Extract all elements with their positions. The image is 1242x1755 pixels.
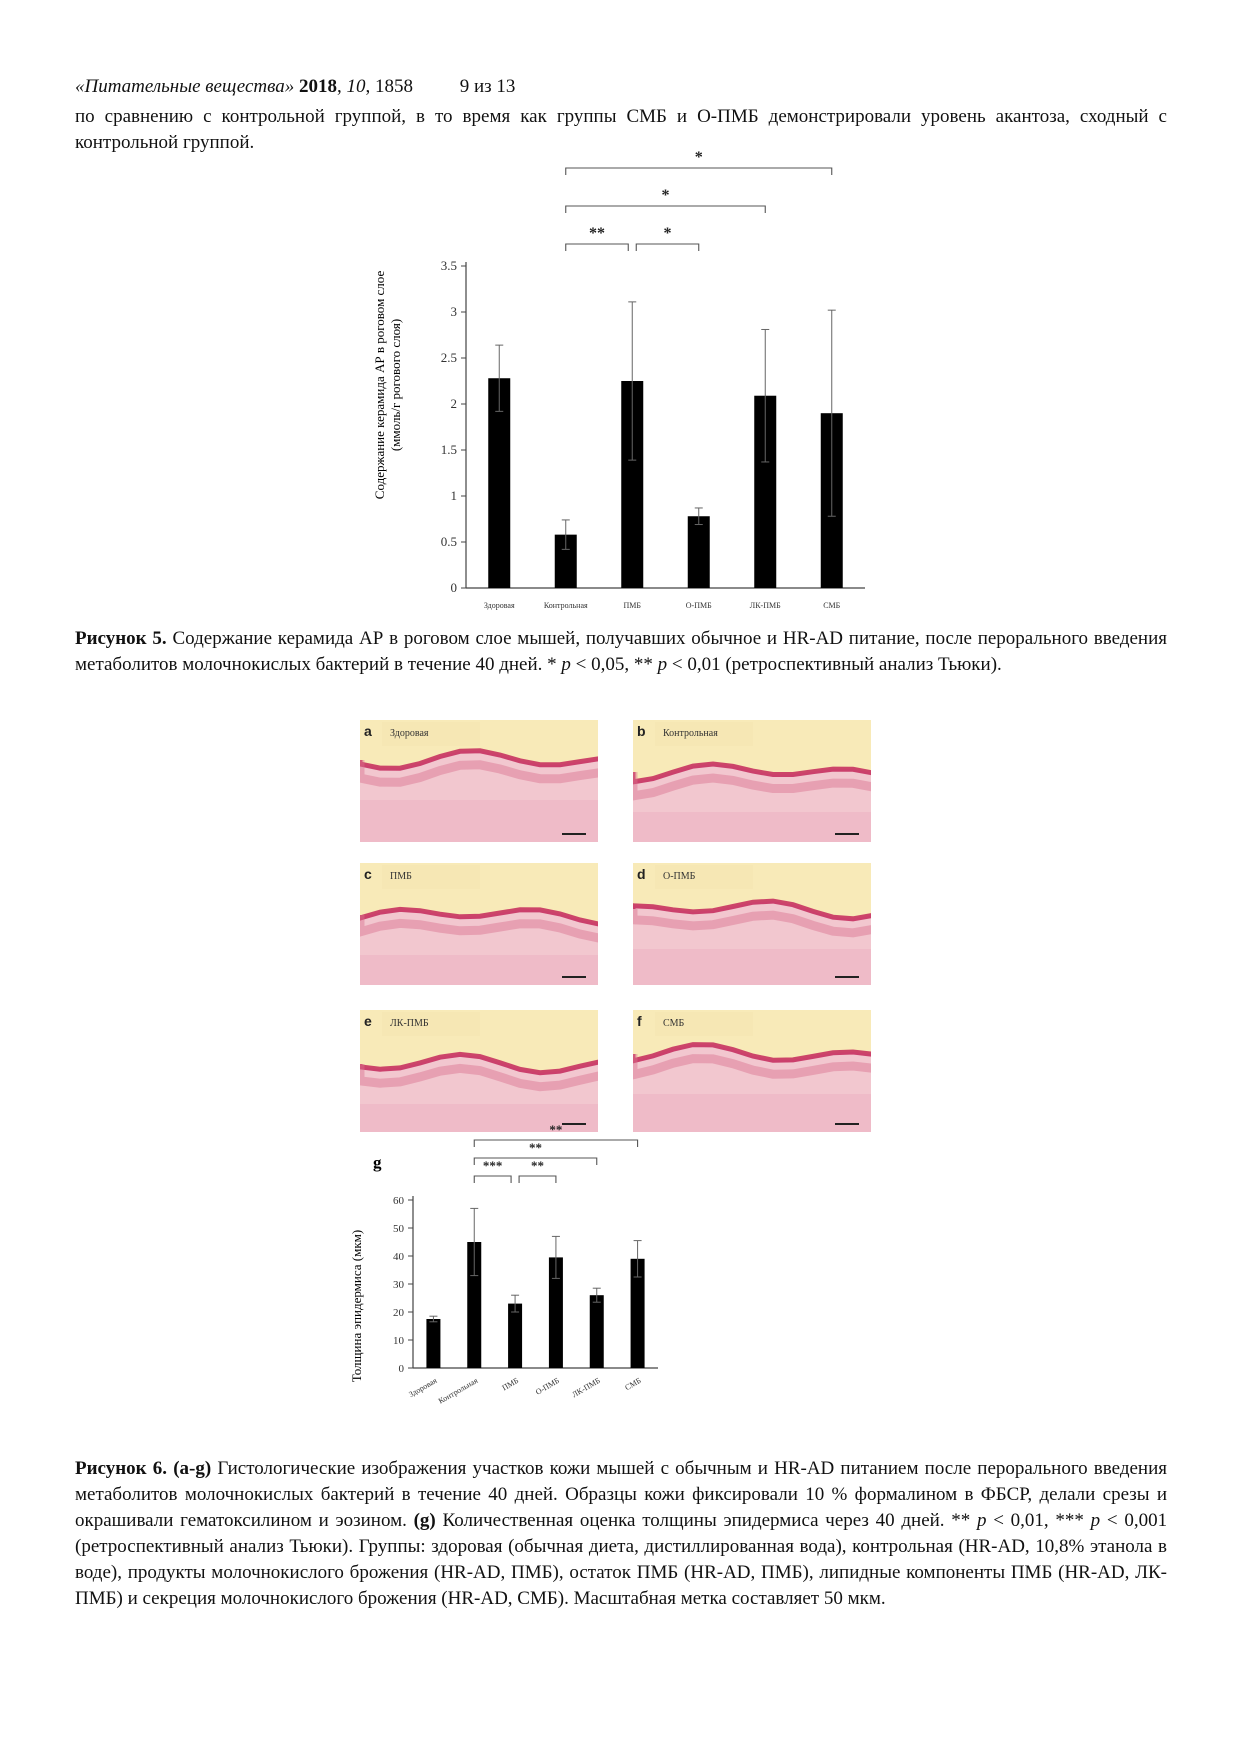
figure6-bar [508,1304,522,1368]
figure6-xtick-label: О-ПМБ [533,1375,561,1397]
figure6-ytick-label: 50 [393,1223,404,1235]
figure6-ytick-label: 10 [393,1335,404,1347]
figure6-xtick-label: ПМБ [500,1375,521,1393]
figure5-xtick-label: О-ПМБ [685,601,712,610]
figure6-caption-text3: < 0,001 (ретроспективный анализ Тьюки). Группы: здоровая (обычная диета, дистиллированная вода), контрольная (HR-AD, 10,8% этанола в воде), продукты молочнокислого брожения (HR-AD, ПМБ), остаток ПМБ (HR-AD, ПМБ), липидные компоненты ПМБ (HR-AD, ЛК-ПМБ) и секреция молочнокислого брожения (HR-AD, СМБ). Масштабная метка составляет 50 мкм. [75,1510,1168,1609]
page-number: 9 из 13 [459,76,516,97]
histology-panel-letter: a [364,723,372,739]
figure5-xtick-label: Контрольная [543,601,588,610]
figure6-sig-label: *** [482,1158,503,1173]
histology-panel-letter: c [364,866,372,882]
figure5-sig-bracket [566,168,832,175]
figure6-caption-mid: < 0,01, *** [993,1510,1084,1531]
figure6-chart [345,1122,705,1418]
histology-panel-label: Контрольная [655,722,753,746]
figure5-sig-label: * [694,149,703,166]
article-number: 1858 [374,76,413,97]
figure6-ytick-label: 0 [398,1363,404,1375]
histology-panel-a [360,720,598,842]
histology-panel-e [360,1010,598,1132]
figure5-ylabel-line1: Содержание керамида АР в роговом слое [372,270,387,500]
figure6-bar [590,1295,604,1368]
figure6-yticks [393,1195,413,1375]
figure6-xtick-label: ЛК-ПМБ [570,1375,602,1400]
figure5-ytick-label: 3.5 [440,258,457,273]
figure6-sig-bracket [474,1140,637,1147]
figure5-caption-label: Рисунок 5. [75,628,167,649]
figure6-axes [413,1196,658,1368]
figure5-xtick-label: ЛК-ПМБ [749,601,781,610]
figure5-caption [75,626,1167,678]
figure5-sig-bracket [566,206,766,213]
page-header: «Питательные вещества» 2018, 10, 1858 9 из 13 [75,76,516,97]
figure5-significance [566,149,832,251]
histology-panel-label: О-ПМБ [655,865,753,889]
figure6-caption-p1: p [977,1510,987,1531]
histology-panel-f [633,1010,871,1132]
figure5-xtick-label: Здоровая [483,601,515,610]
figure5-chart [360,149,880,610]
figure6-caption-p2: p [1090,1510,1101,1531]
figure6-bar [426,1319,440,1368]
figure5-bar [688,516,710,588]
figure5-ytick-label: 2 [450,396,457,411]
histology-panel-d [633,863,871,985]
figure5-ytick-label: 0.5 [440,534,457,549]
figure5-sig-bracket [636,244,699,251]
figure6-caption [75,1456,1167,1612]
figure6-ytick-label: 30 [393,1279,404,1291]
figure5-ytick-label: 1.5 [440,442,457,457]
histology-panel-b [633,720,871,842]
intro-paragraph: по сравнению с контрольной группой, в то время как группы СМБ и О-ПМБ демонстрировали уровень акантоза, сходный с контрольной группой. [75,106,1167,153]
figure6-ytick-label: 20 [393,1307,404,1319]
figure5-ytick-label: 3 [450,304,457,319]
figure6-sig-bracket [519,1176,556,1183]
journal-year: 2018 [298,76,337,97]
histology-panel-label: ПМБ [382,865,480,889]
histology-panel-c [360,863,598,985]
figure5-ytick-label: 0 [450,580,457,595]
figure5-sig-bracket [566,244,629,251]
figure5-ytick-label: 1 [450,488,457,503]
figure5-caption-end: < 0,01 (ретроспективный анализ Тьюки). [671,654,1002,675]
figure6-caption-label: Рисунок 6. [75,1458,168,1479]
figure5-xtick-label: СМБ [823,601,841,610]
figure6-sig-label: ** [529,1140,542,1155]
figure6-ylabel: Толщина эпидермиса (мкм) [349,1229,364,1383]
histology-panel-letter: f [637,1013,642,1029]
figure5-yticks [441,258,466,595]
figure6-caption-panels: (a-g) [173,1458,212,1479]
figure6-caption-text1: Гистологические изображения участков кожи мышей с обычным и HR-AD питанием после перорального введения метаболитов молочнокислых бактерий в течение 40 дней. Образцы кожи фиксировали 10 % формалином в ФБСР, делали срезы и окрашивали гематоксилином и эозином. [75,1458,1167,1531]
figure6-xticks [407,1376,643,1406]
figure6-sig-bracket [474,1176,511,1183]
histology-panel-letter: e [364,1013,372,1029]
journal-volume: 10 [346,76,366,97]
figure6-ytick-label: 40 [393,1251,404,1263]
figure6-caption-text2: Количественная оценка толщины эпидермиса через 40 дней. ** [442,1510,971,1531]
figure6-xtick-label: СМБ [623,1375,643,1393]
figure5-ylabel-line2: (ммоль/г рогового слоя) [388,318,403,452]
figure5-caption-text: Содержание керамида АР в роговом слое мышей, получавших обычное и HR-AD питание, после перорального введения метаболитов молочнокислых бактерий в течение 40 дней. * [75,628,1167,675]
histology-panel-letter: d [637,866,646,882]
figure5-caption-p2: p [657,654,668,675]
figure6-panel-g-letter: g [373,1153,382,1172]
histology-panel-label: СМБ [655,1012,753,1036]
histology-panel-letter: b [637,723,646,739]
figure5-ytick-label: 2.5 [440,350,457,365]
figure5-caption-mid: < 0,05, ** [575,654,653,675]
figure5-caption-p1: p [561,654,571,675]
figure5-sig-label: ** [589,225,605,242]
figure5-sig-label: * [661,187,670,204]
histology-panel-label: Здоровая [382,722,480,746]
figure5-axes [466,262,865,588]
figure5-sig-label: * [663,225,672,242]
figure6-sig-label: ** [549,1122,563,1137]
figure5-bars [488,302,843,588]
journal-name: «Питательные вещества» [75,76,295,97]
figure6-xtick-label: Здоровая [407,1375,439,1400]
figure6-xtick-label: Контрольная [436,1375,480,1406]
figure6-bars [426,1208,644,1368]
figure6-caption-g: (g) [413,1510,436,1531]
figure6-sig-label: ** [531,1158,544,1173]
histology-panel-label: ЛК-ПМБ [382,1012,480,1036]
figure5-xticks [484,601,841,610]
figure6-ytick-label: 60 [393,1195,404,1207]
figure5-xtick-label: ПМБ [623,601,641,610]
